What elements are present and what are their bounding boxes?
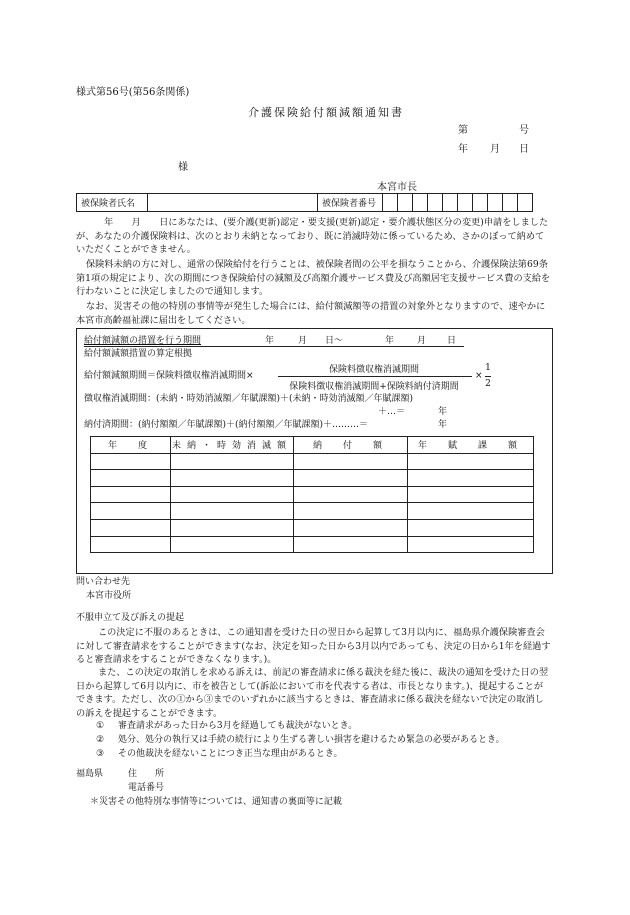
body-paragraph-3: なお、災害その他の特別の事情等が発生した場合には、給付額減額等の措置の対象外となりますので、速やかに本宮市高齢福祉課に届出をしてください。 (76, 301, 546, 326)
formula-lhs: 給付額減額期間＝保険料徴収権消滅期間× (84, 371, 254, 381)
half-denominator: 2 (485, 379, 491, 389)
footer-address-label: 住 所 (128, 769, 165, 779)
appeal-item-mark: ③ (96, 749, 105, 759)
table-row (91, 486, 534, 503)
date-day: 日 (519, 144, 529, 155)
number-digit (473, 194, 488, 212)
issuer: 本宮市長 (377, 182, 417, 193)
table-row (91, 536, 534, 553)
period-day-2: 日 (447, 336, 457, 346)
number-digit (428, 194, 443, 212)
col-header-paid-amount: 納 付 額 (294, 437, 408, 454)
form-id: 様式第56号(第56条関係) (76, 87, 190, 98)
assessment-table (90, 436, 534, 553)
paid-period-line: 納付済期間：(納付額額／年賦課額)＋(納付額額／年賦課額)＋………＝ (84, 420, 369, 430)
appeal-item-text: 審査請求があった日から3月を経過しても裁決がないとき。 (118, 721, 358, 731)
inquiry-office: 本宮市役所 (86, 591, 132, 601)
formula-times: × (475, 371, 483, 381)
period-month-1: 月 (298, 336, 308, 346)
table-row (91, 503, 534, 520)
table-row (91, 453, 534, 470)
number-digit (488, 194, 503, 212)
addressee-suffix: 様 (178, 162, 188, 173)
col-header-fiscal-year: 年 度 (91, 437, 171, 454)
period-underline (84, 346, 464, 347)
extinct-period-line: 徴収権消滅期間：(未納・時効消滅額／年賦課額)＋(未納・時効消滅額／年賦課額) (84, 394, 414, 404)
table-row (91, 519, 534, 536)
appeal-paragraph-2: また、この決定の取消しを求める訴えは、前記の審査請求に係る裁決を経た後に、裁決の通知を受けた日の翌日から起算して6月以内に、市を被告として(訴訟において市を代表する者は、市長となります。)、提起することができます。ただし、次の①から③までのいずれかに該当するときは、審査請求に係る裁決を経ないで決定の取消しの訴えを提起することができます。 (76, 667, 549, 719)
appeal-paragraph-1: この決定に不服のあるときは、この通知書を受けた日の翌日から起算して3月以内に、福島県介護保険審査会に対して審査請求をすることができます(なお、決定を知った日から3月以内であっても、決定の日から1年を経過すると審査請求をすることができなくなります。)。 (76, 627, 551, 666)
col-header-annual-levy: 年 賦 課 額 (408, 437, 534, 454)
body-paragraph-2: 保険料未納の方に対し、通常の保険給付を行うことは、被保険者間の公平を損なうことから、介護保険法第69条第1項の規定により、次の期間につき保険給付の減額及び高額介護サービス費及び高額居宅支援サービス費の支給を行わないことに決定しましたので通知します。 (76, 259, 551, 298)
table-row (91, 470, 534, 487)
number-digit (413, 194, 428, 212)
number-digit (518, 194, 533, 212)
period-day-1: 日～ (325, 336, 344, 346)
number-digit (398, 194, 413, 212)
name-value (148, 194, 318, 212)
extinct-period-sum: ＋…＝ (378, 407, 406, 417)
period-label: 給付額減額の措置を行う期間 (84, 336, 202, 346)
date-year: 年 (458, 144, 468, 155)
basis-label: 給付額減額措置の算定根拠 (84, 349, 193, 359)
formula-fraction-line (278, 376, 472, 377)
formula-numerator: 保険料徴収権消滅期間 (328, 365, 419, 375)
number-digit (503, 194, 518, 212)
half-numerator: 1 (485, 363, 491, 373)
number-digit (443, 194, 458, 212)
col-header-unpaid-amount: 未納・時効消滅額 (171, 437, 294, 454)
period-month-2: 月 (417, 336, 427, 346)
paid-period-unit: 年 (438, 420, 448, 430)
footer-phone-label: 電話番号 (128, 783, 165, 793)
extinct-period-unit: 年 (438, 407, 448, 417)
half-fraction-line (485, 376, 491, 377)
appeal-heading: 不服申立て及び訴えの提起 (76, 613, 185, 623)
footer-prefecture: 福島県 (76, 769, 104, 779)
name-label: 被保険者氏名 (77, 194, 148, 212)
appeal-item-mark: ② (96, 735, 105, 745)
period-year-2: 年 (385, 336, 395, 346)
number-digit (383, 194, 398, 212)
insured-info-table (76, 193, 533, 212)
date-month: 月 (490, 144, 500, 155)
appeal-item-text: その他裁決を経ないことにつき正当な理由があるとき。 (118, 749, 343, 759)
footer-note: ＊災害その他特別な事情等については、通知書の裏面等に記載 (90, 797, 342, 807)
appeal-item-mark: ① (96, 721, 105, 731)
number-digit (458, 194, 473, 212)
number-suffix: 号 (519, 125, 529, 136)
appeal-item-text: 処分、処分の執行又は手続の続行により生ずる著しい損害を避けるため緊急の必要があるとき。 (118, 735, 505, 745)
body-paragraph-1: 年 月 日にあなたは、(要介護(更新)認定・要支援(更新)認定・要介護状態区分の変更)申請をしましたが、あなたの介護保険料は、次のとおり未納となっており、既に消滅時効に係っているため、さかのぼって納めていただくことができません。 (76, 217, 549, 256)
period-year-1: 年 (265, 336, 275, 346)
document-title: 介護保険給付額減額通知書 (248, 106, 404, 119)
formula-denominator: 保険料徴収権消滅期間+保険料納付済期間 (289, 382, 459, 392)
number-prefix: 第 (458, 125, 468, 136)
number-label: 被保険者番号 (318, 194, 383, 212)
inquiry-label: 問い合わせ先 (76, 577, 131, 587)
